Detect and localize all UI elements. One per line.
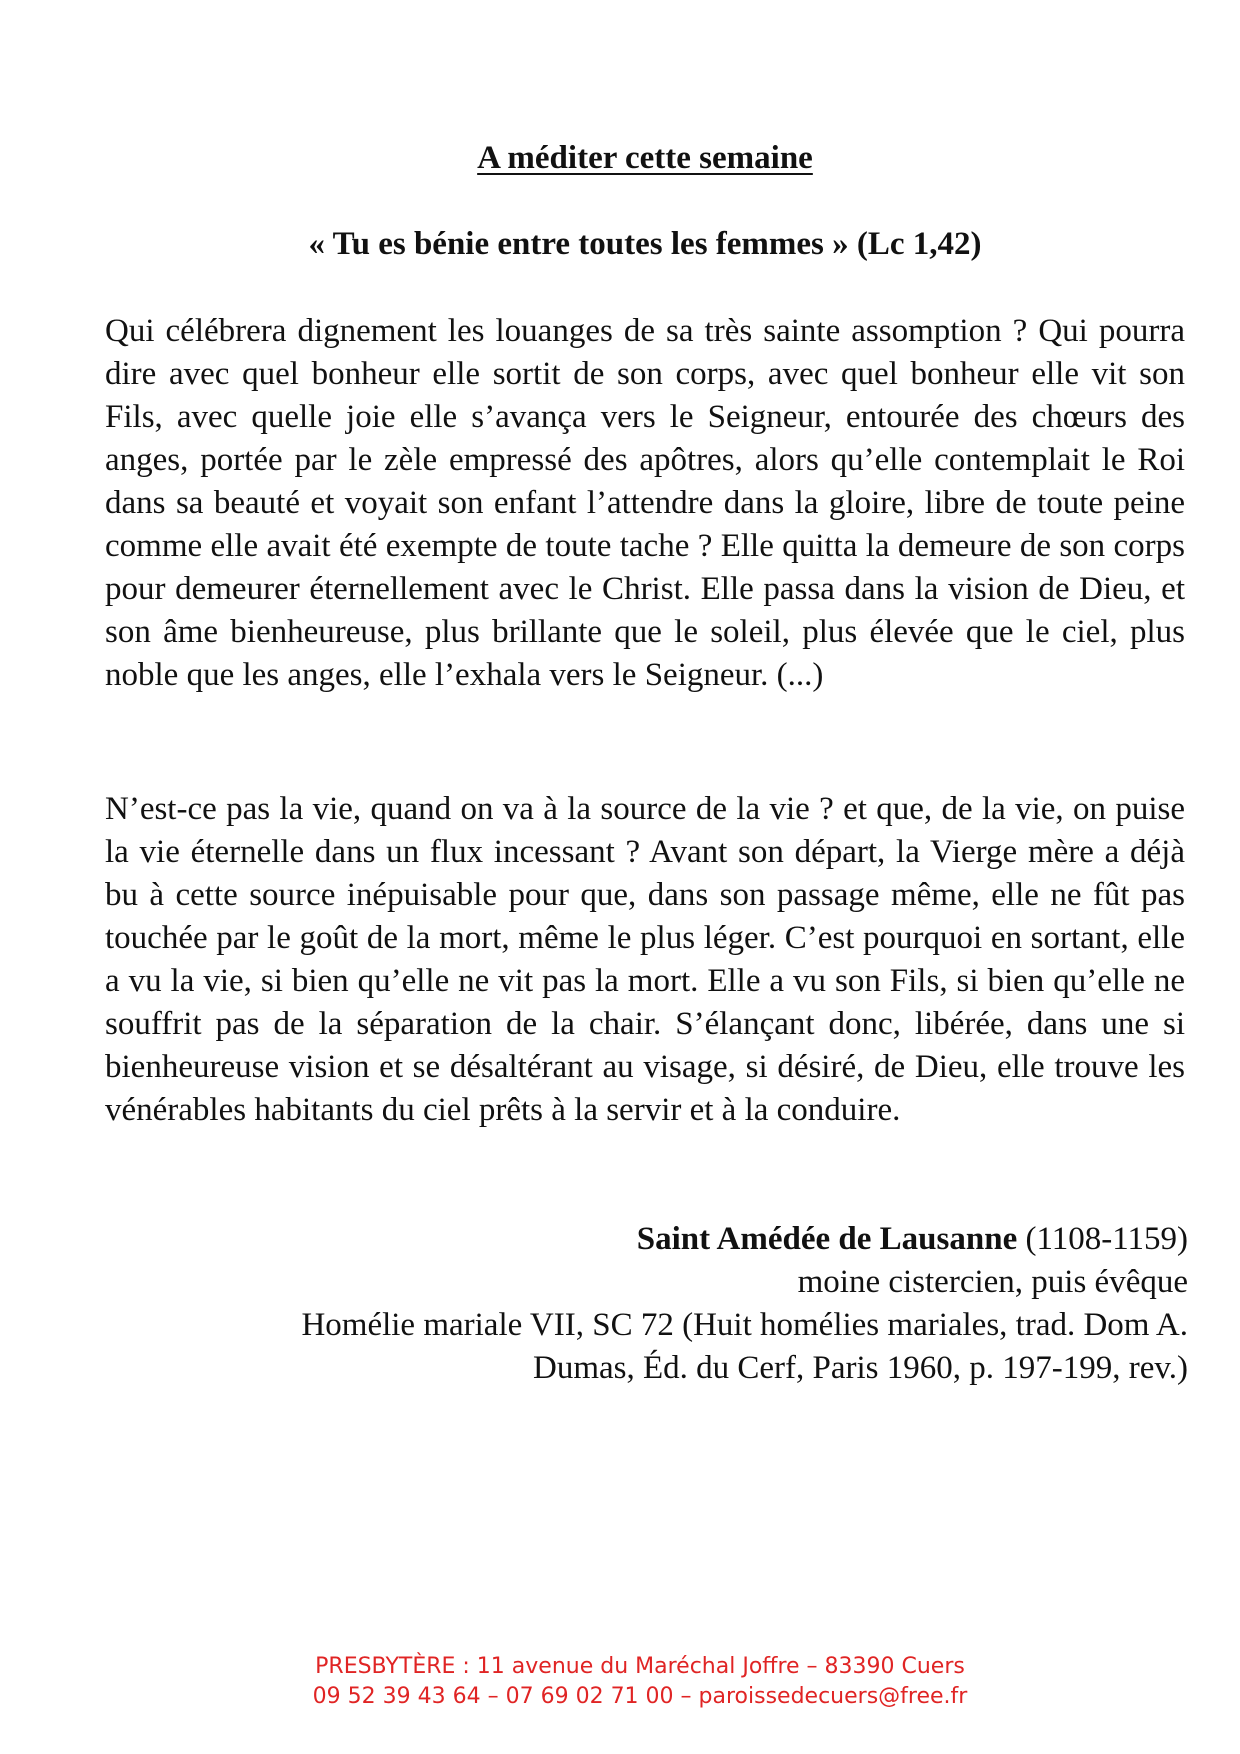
footer-address: PRESBYTÈRE : 11 avenue du Maréchal Joffre – 83390 Cuers (315, 1654, 965, 1679)
attribution-block (88, 1218, 1188, 1390)
author-role: moine cistercien, puis évêque (797, 1264, 1188, 1300)
source-line-1: Homélie mariale VII, SC 72 (Huit homélies mariales, trad. Dom A. (301, 1307, 1188, 1343)
footer-contact (0, 1652, 1240, 1712)
footer-phone-email: 09 52 39 43 64 – 07 69 02 71 00 – paroissedecuers@free.fr (312, 1684, 968, 1709)
page-title: A méditer cette semaine (477, 140, 813, 176)
source-line-2: Dumas, Éd. du Cerf, Paris 1960, p. 197-199, rev.) (532, 1350, 1188, 1386)
author-line (88, 1218, 1188, 1261)
paragraph-2: N’est-ce pas la vie, quand on va à la source de la vie ? et que, de la vie, on puise la vie éternelle dans un flux incessant ? Avant son départ, la Vierge mère a déjà bu à cette source inépuisable pour que, dans son passage même, elle ne fût pas touchée par le goût de la mort, même le plus léger. C’est pourquoi en sortant, elle a vu la vie, si bien qu’elle ne vit pas la mort. Elle a vu son Fils, si bien qu’elle ne souffrit pas de la séparation de la chair. S’élançant donc, libérée, dans une si bienheureuse vision et se désaltérant au visage, si désiré, de Dieu, elle trouve les vénérables habitants du ciel prêts à la servir et à la conduire. (105, 791, 1185, 1128)
paragraph-1: Qui célébrera dignement les louanges de sa très sainte assomption ? Qui pourra dire avec quel bonheur elle sortit de son corps, avec quel bonheur elle vit son Fils, avec quelle joie elle s’avança vers le Seigneur, entourée des chœurs des anges, portée par le zèle empressé des apôtres, alors qu’elle contemplait le Roi dans sa beauté et voyait son enfant l’attendre dans la gloire, libre de toute peine comme elle avait été exempte de toute tache ? Elle quitta la demeure de son corps pour demeurer éternellement avec le Christ. Elle passa dans la vision de Dieu, et son âme bienheureuse, plus brillante que le soleil, plus élevée que le ciel, plus noble que les anges, elle l’exhala vers le Seigneur. (...) (105, 313, 1185, 693)
author-name: Saint Amédée de Lausanne (636, 1221, 1018, 1257)
author-dates: (1108-1159) (1017, 1221, 1188, 1257)
scripture-quote: « Tu es bénie entre toutes les femmes » (Lc 1,42) (308, 226, 982, 262)
